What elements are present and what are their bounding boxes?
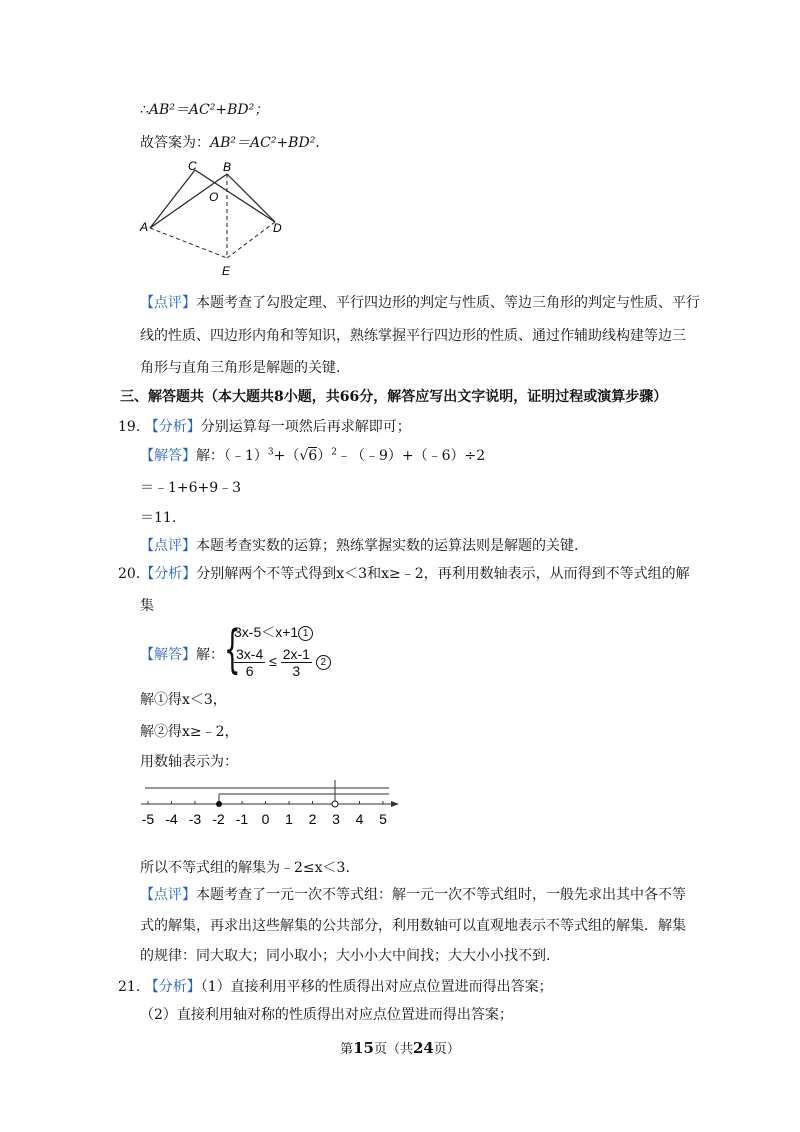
axis-tick-label: 1 [285, 811, 293, 827]
q19-answer: 【解答】解：$(﹣1)^3+(√6)^2﹣(﹣9)+(﹣6)\div 2$ [140, 447, 486, 464]
sqrt-symbol: √ [299, 448, 309, 464]
label-A: A [140, 220, 149, 234]
q20-conclusion: 所以不等式组的解集为﹣2≤x＜3. [140, 860, 350, 876]
label-E: E [222, 264, 231, 278]
answer-line: 故答案为：AB²＝AC²+BD². [140, 135, 320, 151]
axis-tick-label: -3 [188, 811, 202, 827]
axis-tick-label: 5 [379, 811, 387, 827]
axis-tick-label: 4 [355, 811, 364, 827]
q20-solution-2: 解②得x≥﹣2， [140, 724, 239, 740]
axis-tick-label: 2 [308, 811, 317, 827]
q20-numline-label: 用数轴表示为： [140, 754, 238, 770]
section-heading: 三、解答题共（本大题共8小题，共66分，解答应写出文字说明，证明过程或演算步骤） [120, 389, 668, 405]
q19-review: 【点评】本题考查实数的运算；熟练掌握实数的运算法则是解题的关键. [140, 538, 579, 554]
page-footer: 第15页（共24页） [340, 1039, 460, 1057]
review-18-line-1: 【点评】本题考查了勾股定理、平行四边形的判定与性质、等边三角形的判定与性质、平行 [140, 295, 700, 311]
label-B: B [223, 160, 232, 174]
number-line [135, 776, 405, 828]
q20-review-2: 式的解集，再求出这些解集的公共部分，利用数轴可以直观地表示不等式组的解集．解集 [140, 918, 686, 934]
label-C: C [188, 159, 197, 173]
page-number: 15 [353, 1039, 374, 1057]
label-O: O [209, 190, 219, 204]
geometry-figure [135, 158, 295, 283]
review-18-line-3: 角形与直角三角形是解题的关键. [140, 360, 341, 376]
review-18-line-2: 线的性质、四边形内角和等知识，熟练掌握平行四边形的性质、通过作辅助线构建等边三 [140, 328, 686, 344]
axis-ticks [142, 801, 387, 827]
axis-tick-label: -5 [141, 811, 155, 827]
q21-analysis-2: （2）直接利用轴对称的性质得出对应点位置进而得出答案； [140, 1007, 513, 1023]
q20-answer-system: 【解答】 解： { 3x-5＜x+1 1 $\frac{3x-4}{6}$ ≤ $\frac{2x-1}{3}$ 2 [140, 622, 400, 686]
equation-line-1: ∴AB²＝AC²+BD²； [140, 102, 269, 118]
q19-analysis: 19. 【分析】分别运算每一项然后再求解即可； [118, 419, 411, 435]
answer-text: AB²＝AC²+BD². [210, 135, 320, 151]
review-tag: 【点评】 [140, 295, 196, 311]
brace: { [224, 620, 241, 680]
q20-analysis-2: 集 [140, 598, 154, 614]
page-total: 24 [413, 1039, 434, 1057]
axis-tick-label: 0 [261, 811, 270, 827]
q20-solution-1: 解①得x＜3， [140, 692, 227, 708]
open-point [332, 801, 338, 807]
axis-tick-label: 3 [332, 811, 340, 827]
closed-point [216, 801, 222, 807]
q20-review-1: 【点评】本题考查了一元一次不等式组：解一元一次不等式组时，一般先求出其中各不等 [140, 887, 686, 903]
q21-analysis: 21. 【分析】（1）直接利用平移的性质得出对应点位置进而得出答案； [118, 979, 553, 995]
q20-analysis-1: 20.【分析】分别解两个不等式得到x＜3和x≥﹣2，再利用数轴表示，从而得到不等式组的解 [118, 566, 690, 582]
equation-text: AB²＝AC²+BD²； [148, 102, 269, 118]
axis-tick-label: -2 [212, 811, 225, 827]
label-D: D [273, 221, 282, 235]
q20-review-3: 的规律：同大取大；同小取小；大小小大中间找；大大小小找不到. [140, 948, 551, 964]
axis-tick-label: -1 [235, 811, 249, 827]
q19-step-2: ＝11. [140, 510, 177, 526]
axis-tick-label: -4 [165, 811, 178, 827]
q19-step-1: ＝﹣1+6+9﹣3 [140, 480, 242, 496]
